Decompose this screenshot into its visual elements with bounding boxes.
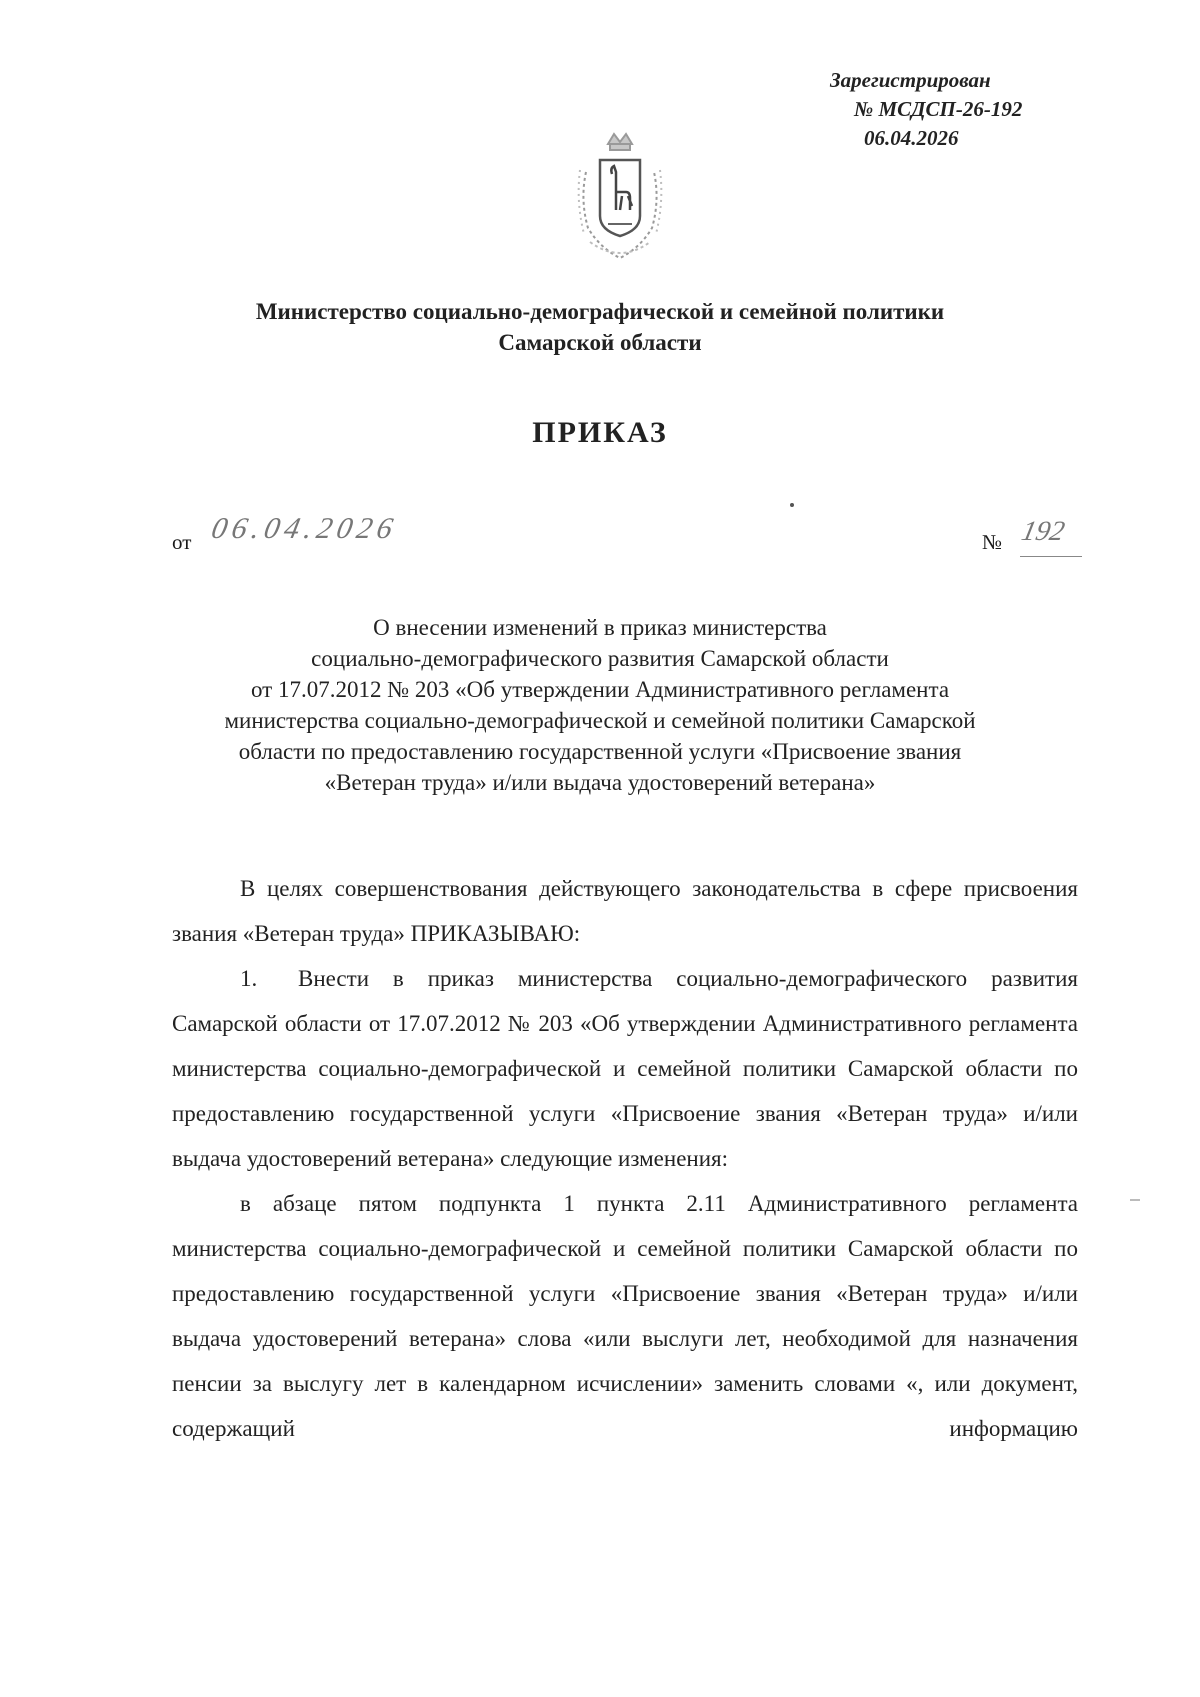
number-underline	[1020, 556, 1082, 557]
order-subject	[150, 612, 1050, 798]
handwritten-number: 192	[1018, 516, 1068, 547]
order-title: ПРИКАЗ	[532, 416, 668, 449]
date-prefix: от	[172, 530, 192, 554]
subject-line: министерства социально-демографической и семейной политики Самарской	[224, 708, 976, 733]
subject-line: социально-демографического развития Самарской области	[311, 646, 889, 671]
preamble-paragraph: В целях совершенствования действующего законодательства в сфере присвоения звания «Ветеран труда» ПРИКАЗЫВАЮ:	[172, 876, 1078, 946]
subject-line: О внесении изменений в приказ министерства	[373, 615, 827, 640]
subject-line: от 17.07.2012 № 203 «Об утверждении Административного регламента	[250, 677, 950, 702]
subject-line: области по предоставлению государственной услуги «Присвоение звания	[238, 739, 962, 764]
registration-date: 06.04.2026	[864, 126, 959, 150]
number-prefix: №	[982, 530, 1003, 554]
item-1-text: Внести в приказ министерства социально-демографического развития Самарской области от 17.07.2012 № 203 «Об утверждении Административного регламента министерства социально-демографической и семейной политики Самарской области по предоставлению государственной услуги «Присвоение звания «Ветеран труда» и/или выдача удостоверений ветерана» следующие изменения:	[172, 966, 1078, 1171]
order-number	[982, 516, 1092, 556]
order-body	[172, 866, 1078, 1451]
registration-stamp	[830, 66, 1090, 153]
amendment-paragraph: в абзаце пятом подпункта 1 пункта 2.11 Административного регламента министерства социально-демографической и семейной политики Самарской области по предоставлению государственной услуги «Присвоение звания «Ветеран труда» и/или выдача удостоверений ветерана» слова «или выслуги лет, необходимой для назначения пенсии за выслугу лет в календарном исчислении» заменить словами «, или документ, содержащий информацию	[172, 1191, 1078, 1441]
ministry-name-line: Министерство социально-демографической и семейной политики	[255, 299, 945, 324]
scan-mark	[1130, 1199, 1140, 1201]
ministry-region-line: Самарской области	[498, 330, 702, 355]
registration-number: № МСДСП-26-192	[854, 97, 1023, 121]
scan-speck	[790, 503, 794, 507]
item-1-number: 1.	[240, 966, 258, 991]
samara-coat-of-arms-icon	[570, 130, 670, 270]
ministry-name	[150, 296, 1050, 358]
subject-line: «Ветеран труда» и/или выдача удостоверений ветерана»	[324, 770, 876, 795]
order-date-number-row	[172, 512, 1072, 562]
item-1-paragraph	[172, 956, 1078, 1181]
handwritten-date: 06.04.2026	[208, 512, 401, 545]
registration-label: Зарегистрирован	[830, 68, 991, 92]
